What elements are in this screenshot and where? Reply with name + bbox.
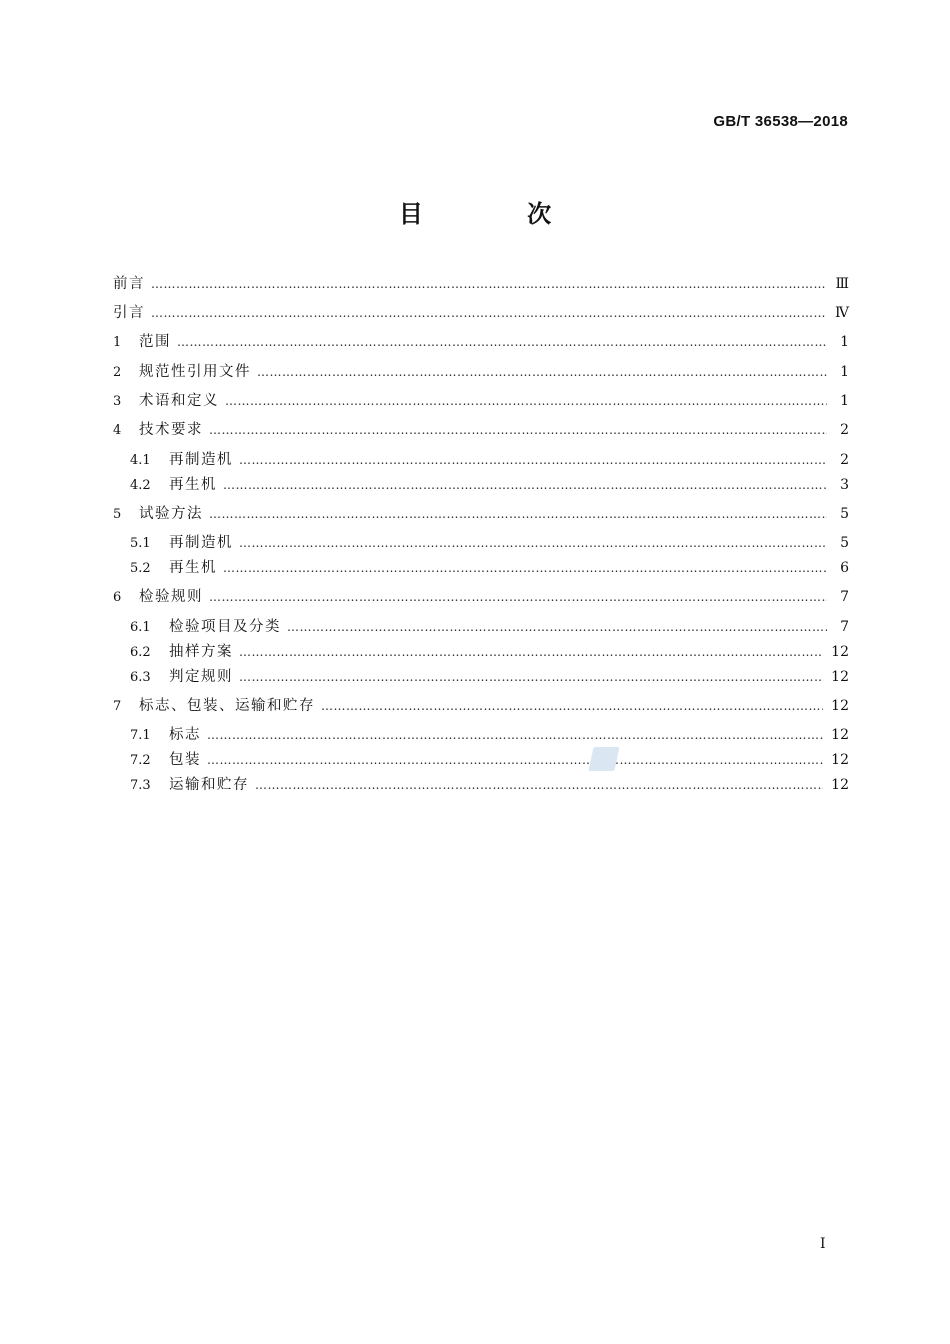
toc-number: 5.2 xyxy=(130,561,151,576)
toc-entry-4-2[interactable] xyxy=(130,475,849,495)
toc-entry-6-1[interactable] xyxy=(130,617,849,637)
toc-entry-foreword[interactable] xyxy=(113,274,849,294)
toc-entry-4-1[interactable] xyxy=(130,450,849,470)
toc-entry-4[interactable] xyxy=(113,420,849,440)
toc-label: 试验方法 xyxy=(139,506,203,522)
toc-number: 1 xyxy=(113,335,122,350)
toc-page: Ⅲ xyxy=(835,276,849,292)
toc-label: 再生机 xyxy=(169,477,217,493)
toc-page: 2 xyxy=(840,452,849,468)
toc-number: 7.3 xyxy=(130,778,151,793)
toc-label: 抽样方案 xyxy=(169,644,233,660)
toc-label: 再制造机 xyxy=(169,535,233,551)
toc-label: 规范性引用文件 xyxy=(139,364,251,380)
toc-number: 6.3 xyxy=(130,670,151,685)
toc-entry-introduction[interactable] xyxy=(113,303,849,323)
toc-number: 6.2 xyxy=(130,645,151,660)
toc-number: 4.2 xyxy=(130,478,151,493)
toc-leader xyxy=(239,642,823,662)
toc-label: 再制造机 xyxy=(169,452,233,468)
toc-page: 5 xyxy=(840,535,849,551)
toc-page: 6 xyxy=(840,560,849,576)
toc-number: 5.1 xyxy=(130,536,151,551)
toc-entry-3[interactable] xyxy=(113,391,849,411)
toc-leader xyxy=(209,587,827,607)
standard-code: GB/T 36538—2018 xyxy=(713,113,848,130)
toc-entry-6-2[interactable] xyxy=(130,642,849,662)
toc-page: 12 xyxy=(831,752,849,768)
toc-leader xyxy=(255,775,823,795)
toc-label: 运输和贮存 xyxy=(169,777,249,793)
toc-leader xyxy=(239,450,827,470)
toc-number: 4 xyxy=(113,423,122,438)
toc-page: 12 xyxy=(831,698,849,714)
toc-number: 3 xyxy=(113,394,122,409)
toc-leader xyxy=(207,725,823,745)
page-title: 目 次 xyxy=(398,200,600,228)
toc-leader xyxy=(257,362,827,382)
toc-leader xyxy=(223,558,827,578)
toc-label: 包装 xyxy=(169,752,201,768)
toc-page: 2 xyxy=(840,422,849,438)
toc-leader xyxy=(207,750,823,770)
toc-page: 12 xyxy=(831,727,849,743)
toc-entry-2[interactable] xyxy=(113,362,849,382)
toc-page: 12 xyxy=(831,644,849,660)
toc-leader xyxy=(239,667,823,687)
toc-number: 7 xyxy=(113,699,122,714)
toc-leader xyxy=(177,332,827,352)
toc-page: 1 xyxy=(840,393,849,409)
toc-page: 12 xyxy=(831,669,849,685)
toc-entry-5-2[interactable] xyxy=(130,558,849,578)
toc-number: 6.1 xyxy=(130,620,151,635)
toc-entry-5[interactable] xyxy=(113,504,849,524)
toc-entry-5-1[interactable] xyxy=(130,533,849,553)
toc-entry-7[interactable] xyxy=(113,696,849,716)
toc-label: 判定规则 xyxy=(169,669,233,685)
toc-leader xyxy=(239,533,827,553)
toc-number: 5 xyxy=(113,507,122,522)
toc-entry-7-2[interactable] xyxy=(130,750,849,770)
toc-label: 检验规则 xyxy=(139,589,203,605)
toc-leader xyxy=(321,696,823,716)
toc-number: 4.1 xyxy=(130,453,151,468)
watermark-mark xyxy=(588,747,619,771)
toc-label: 引言 xyxy=(113,305,145,321)
toc-label: 再生机 xyxy=(169,560,217,576)
page-number: I xyxy=(820,1236,826,1252)
toc-leader xyxy=(225,391,827,411)
toc-page: 12 xyxy=(831,777,849,793)
toc-label: 检验项目及分类 xyxy=(169,619,281,635)
toc-number: 6 xyxy=(113,590,122,605)
toc-leader xyxy=(287,617,827,637)
toc-number: 2 xyxy=(113,365,122,380)
toc-number: 7.1 xyxy=(130,728,151,743)
toc-page: Ⅳ xyxy=(835,305,849,321)
toc-page: 1 xyxy=(840,364,849,380)
toc-leader xyxy=(223,475,827,495)
toc-label: 前言 xyxy=(113,276,145,292)
toc-page: 7 xyxy=(840,589,849,605)
toc-entry-6[interactable] xyxy=(113,587,849,607)
toc-label: 术语和定义 xyxy=(139,393,219,409)
toc-leader xyxy=(151,303,827,323)
toc-page: 3 xyxy=(840,477,849,493)
toc-entry-7-1[interactable] xyxy=(130,725,849,745)
toc-page: 5 xyxy=(840,506,849,522)
toc-label: 标志、包装、运输和贮存 xyxy=(139,698,315,714)
toc-leader xyxy=(151,274,827,294)
toc-entry-1[interactable] xyxy=(113,332,849,352)
toc-leader xyxy=(209,504,827,524)
toc-label: 范围 xyxy=(139,334,171,350)
toc-entry-6-3[interactable] xyxy=(130,667,849,687)
toc-page: 1 xyxy=(840,334,849,350)
toc-page: 7 xyxy=(840,619,849,635)
toc-number: 7.2 xyxy=(130,753,151,768)
toc-entry-7-3[interactable] xyxy=(130,775,849,795)
toc-label: 技术要求 xyxy=(139,422,203,438)
toc-label: 标志 xyxy=(169,727,201,743)
toc-leader xyxy=(209,420,827,440)
